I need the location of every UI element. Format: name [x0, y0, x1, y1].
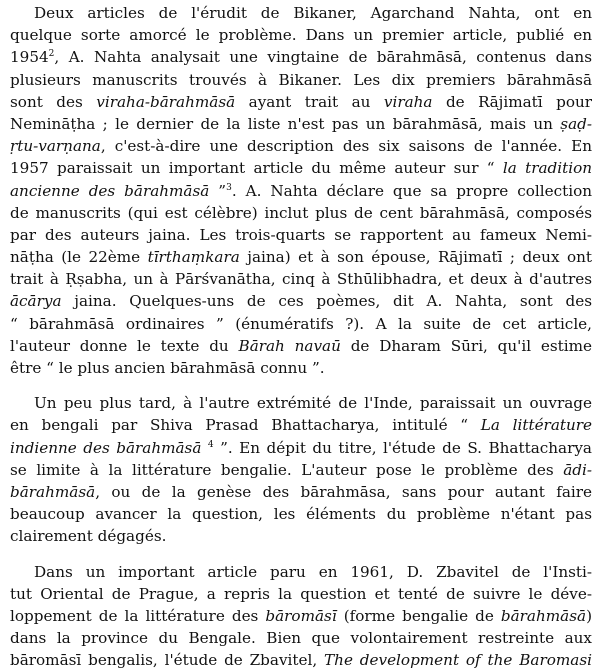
text-line: [10, 414, 592, 436]
footnote-marker: 3: [226, 182, 232, 192]
italic-text: viraha-bārahmāsā: [96, 93, 235, 111]
italic-text: ṣaḍ-: [560, 115, 592, 133]
text-segment: en bengali par Shiva Prasad Bhattacharya, intitulé “: [10, 416, 481, 434]
text-segment: 1954: [10, 48, 49, 66]
italic-text: ṛtu-varṇana: [10, 137, 101, 155]
text-segment: loppement de la littérature des: [10, 607, 265, 625]
text-segment: beaucoup avancer la question, les éléments du problème n'étant pas: [10, 505, 592, 523]
text-segment: tut Oriental de Prague, a repris la question et tenté de suivre le déve-: [10, 585, 592, 603]
text-segment: ”. En dépit du titre, l'étude de S. Bhattacharya: [214, 439, 592, 457]
text-segment: . A. Nahta déclare que sa propre collection: [232, 182, 592, 200]
italic-text: indienne des bārahmāsā: [10, 439, 201, 457]
text-line: [10, 392, 592, 414]
text-line: [10, 459, 592, 481]
paragraph: [10, 561, 592, 671]
text-line: [10, 313, 592, 335]
text-segment: de manuscrits (qui est célèbre) inclut plus de cent bārahmāsā, composés: [10, 204, 592, 222]
text-line: [10, 268, 592, 290]
italic-text: ādi-: [563, 461, 592, 479]
italic-text: bāromāsī: [265, 607, 336, 625]
text-line: [10, 157, 592, 179]
text-segment: ): [586, 607, 592, 625]
text-line: [10, 481, 592, 503]
text-segment: Deux articles de l'érudit de Bikaner, Agarchand Nahta, ont en: [34, 4, 592, 22]
text-segment: de Dharam Sūri, qu'il estime: [341, 337, 592, 355]
text-segment: , c'est-à-dire une description des six saisons de l'année. En: [101, 137, 592, 155]
text-segment: sont des: [10, 93, 96, 111]
text-line: [10, 180, 592, 202]
text-line: [10, 290, 592, 312]
text-segment: plusieurs manuscrits trouvés à Bikaner. Les dix premiers bārahmāsā: [10, 71, 592, 89]
italic-text: ancienne des bārahmāsā: [10, 182, 209, 200]
text-line: [10, 357, 592, 379]
italic-text: viraha: [384, 93, 433, 111]
text-segment: , A. Nahta analysait une vingtaine de bārahmāsā, contenus dans: [54, 48, 592, 66]
text-segment: jaina. Quelques-uns de ces poèmes, dit A. Nahta, sont des: [62, 292, 592, 310]
text-line: [10, 503, 592, 525]
text-line: [10, 561, 592, 583]
text-line: [10, 113, 592, 135]
text-segment: nāṭha (le 22ème: [10, 248, 148, 266]
text-line: [10, 437, 592, 459]
paragraph-gap: [10, 379, 592, 392]
text-segment: jaina) et à son épouse, Rājimatī ; deux ont: [240, 248, 592, 266]
text-line: [10, 246, 592, 268]
text-body: [10, 2, 592, 671]
text-line: [10, 202, 592, 224]
italic-text: The development of the Baromasi: [324, 651, 592, 669]
italic-text: tīrthaṃkara: [148, 248, 240, 266]
text-segment: trait à Ṛṣabha, un à Pārśvanātha, cinq à Sthūlibhadra, et deux à d'autres: [10, 270, 592, 288]
paragraph: [10, 2, 592, 379]
text-segment: bāromāsī bengalis, l'étude de Zbavitel,: [10, 651, 324, 669]
footnote-marker: 2: [49, 49, 55, 59]
text-segment: par des auteurs jaina. Les trois-quarts se rapportent au fameux Nemi-: [10, 226, 592, 244]
text-segment: , ou de la genèse des bārahmāsa, sans pour autant faire: [95, 483, 592, 501]
text-line: [10, 135, 592, 157]
text-segment: dans la province du Bengale. Bien que volontairement restreinte aux: [10, 629, 592, 647]
text-segment: être “ le plus ancien bārahmāsā connu ”.: [10, 359, 325, 377]
text-line: [10, 605, 592, 627]
text-line: [10, 69, 592, 91]
text-segment: l'auteur donne le texte du: [10, 337, 239, 355]
text-line: [10, 46, 592, 68]
footnote-marker: 4: [208, 440, 214, 450]
italic-text: bārahmāsā: [501, 607, 586, 625]
italic-text: ācārya: [10, 292, 62, 310]
text-segment: 1957 paraissait un important article du même auteur sur “: [10, 159, 503, 177]
text-line: [10, 649, 592, 671]
italic-text: Bārah navaū: [239, 337, 341, 355]
text-segment: clairement dégagés.: [10, 527, 166, 545]
text-segment: Un peu plus tard, à l'autre extrémité de l'Inde, paraissait un ouvrage: [34, 394, 592, 412]
text-segment: se limite à la littérature bengalie. L'auteur pose le problème des: [10, 461, 563, 479]
italic-text: La littérature: [481, 416, 592, 434]
text-segment: Nemināṭha ; le dernier de la liste n'est pas un bārahmāsā, mais un: [10, 115, 560, 133]
text-segment: (forme bengalie de: [337, 607, 501, 625]
text-segment: de Rājimatī pour: [432, 93, 592, 111]
text-segment: “ bārahmāsā ordinaires ” (énumératifs ?). A la suite de cet article,: [10, 315, 592, 333]
text-line: [10, 2, 592, 24]
text-line: [10, 583, 592, 605]
paragraph: [10, 392, 592, 547]
text-segment: ”: [209, 182, 226, 200]
text-segment: Dans un important article paru en 1961, D. Zbavitel de l'Insti-: [34, 563, 592, 581]
paragraph-gap: [10, 548, 592, 561]
text-line: [10, 24, 592, 46]
text-line: [10, 525, 592, 547]
text-line: [10, 335, 592, 357]
text-segment: ayant trait au: [235, 93, 384, 111]
text-line: [10, 91, 592, 113]
text-line: [10, 224, 592, 246]
text-segment: quelque sorte amorcé le problème. Dans un premier article, publié en: [10, 26, 592, 44]
italic-text: bārahmāsā: [10, 483, 95, 501]
text-line: [10, 627, 592, 649]
italic-text: la tradition: [503, 159, 592, 177]
